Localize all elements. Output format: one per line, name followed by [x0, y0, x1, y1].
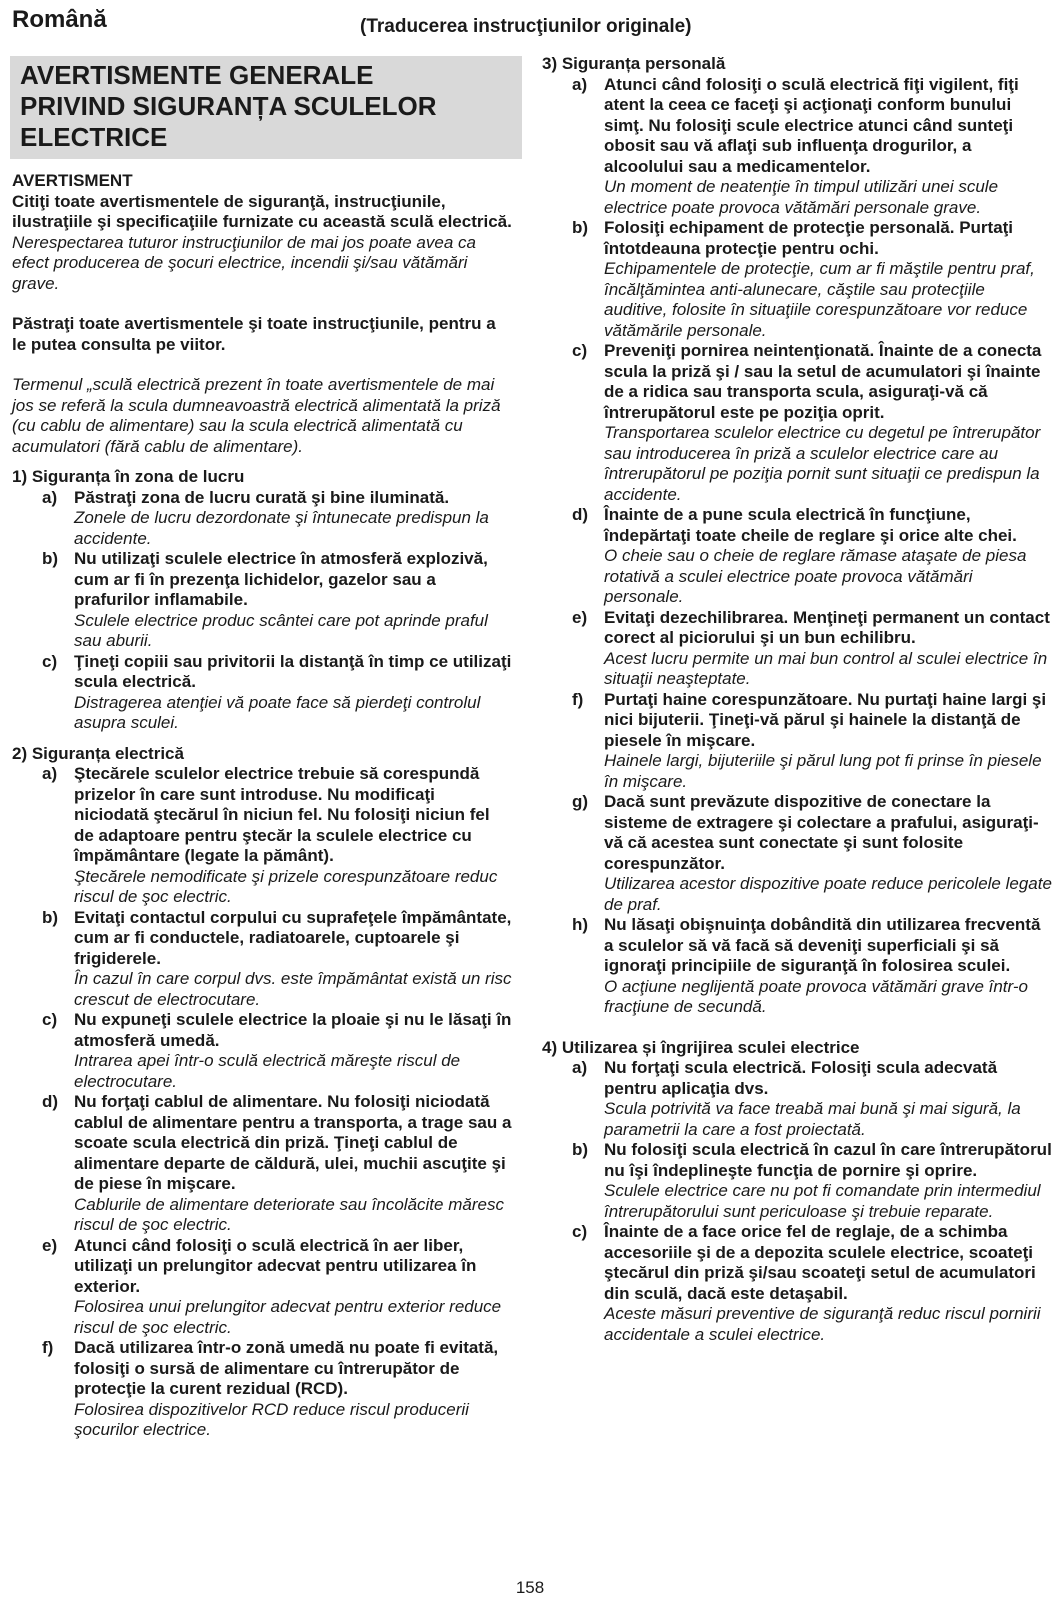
s3-item-c: c) Preveniţi pornirea neintenţionată. Înainte de a conecta scula la priză şi / sau la setul de acumulatori şi înainte de a ridica sau transporta scula, asiguraţi-vă că întrerupătorul este pe poziţia oprit. [572, 341, 1042, 422]
s1-item-c: c) Ţineţi copiii sau privitorii la distanţă în timp ce utilizaţi scula electrică. [42, 651, 512, 691]
s3-note-e: Acest lucru permite un mai bun control al sculei electrice în situaţii neaşteptate. [604, 648, 1048, 688]
s2-note-e: Folosirea unui prelungitor adecvat pentru exterior reduce riscul de şoc electric. [74, 1297, 502, 1337]
s3-item-d: d) Înainte de a pune scula electrică în funcţiune, îndepărtaţi toate cheile de reglare şi orice alte chei. [572, 505, 1017, 545]
s3-item-a: a) Atunci când folosiţi o sculă electrică fiţi vigilent, fiţi atent la ceea ce faceţi şi acţionaţi conform bunului simţ. Nu folosiţi scule electrice atunci când sunteţi obosit sau vă aflaţi sub influenţa drogurilor, a alcoolului sau a medicamentelor. [572, 74, 1019, 176]
s1-item-b: b) Nu utilizaţi sculele electrice în atmosferă explozivă, cum ar fi în prezenţa lichidelor, gazelor sau a prafurilor inflamabile. [42, 549, 488, 609]
translation-note: (Traducerea instrucţiunilor originale) [360, 16, 692, 37]
s3-item-g: g) Dacă sunt prevăzute dispozitive de conectare la sisteme de extragere şi colectare a prafului, asiguraţi-vă că acestea sunt conectate şi sunt folosite corespunzător. [572, 792, 1039, 873]
s2-note-c: Intrarea apei într-o sculă electrică măreşte riscul de electrocutare. [74, 1051, 461, 1091]
s4-item-a: a) Nu forţaţi scula electrică. Folosiţi scula adecvată pentru aplicaţia dvs. [572, 1058, 998, 1098]
safety-banner [10, 56, 522, 159]
s2-note-f: Folosirea dispozitivelor RCD reduce riscul producerii şocurilor electrice. [74, 1399, 469, 1439]
section-4-title: 4) Utilizarea și îngrijirea sculei electrice [542, 1037, 860, 1057]
s2-item-a: a) Ştecărele sculelor electrice trebuie să corespundă prizelor în care sunt introduse. Nu modificaţi niciodată ştecărul în niciun fel. Nu folosiţi niciun fel de adaptoare pentru ştecăr la sculele electrice cu împământare (legate la pământ). [42, 764, 490, 865]
s2-note-b: În cazul în care corpul dvs. este împământat există un risc crescut de electrocutare. [74, 969, 512, 1009]
warning-bold-text: Citiţi toate avertismentele de siguranţă, instrucţiunile, ilustraţiile şi specificaţiile furnizate cu această sculă electrică. [12, 191, 512, 231]
warning-title: AVERTISMENT [12, 171, 133, 190]
s3-note-d: O cheie sau o cheie de reglare rămase ataşate de piesa rotativă a sculei electrice poate provoca vătămări personale. [604, 546, 1027, 606]
s2-item-f: f) Dacă utilizarea într-o zonă umedă nu poate fi evitată, folosiţi o sursă de alimentare cu întrerupător de protecţie la curent rezidual (RCD). [42, 1338, 499, 1398]
s4-note-b: Sculele electrice care nu pot fi comandate prin intermediul întrerupătorului sunt periculoase şi trebuie reparate. [604, 1181, 1041, 1221]
s3-note-c: Transportarea sculelor electrice cu degetul pe întrerupător sau introducerea în priză a sculelor electrice care au întrerupătorul pe poziţia pornit sunt situaţii ce predispun la accidente. [604, 423, 1041, 504]
s2-item-d: d) Nu forţaţi cablul de alimentare. Nu folosiţi niciodată cablul de alimentare pentru a transporta, a trage sau a scoate scula electrică din priză. Ţineţi cablul de alimentare departe de căldură, ulei, muchii ascuţite şi de piese în mişcare. [42, 1092, 512, 1193]
banner-line-2: PRIVIND SIGURANȚA SCULELOR [20, 91, 437, 121]
s2-item-e: e) Atunci când folosiţi o sculă electrică în aer liber, utilizaţi un prelungitor adecvat pentru utilizarea în exterior. [42, 1235, 477, 1296]
section-3-title: 3) Siguranța personală [542, 54, 726, 73]
s3-note-b: Echipamentele de protecţie, cum ar fi măştile pentru praf, încălţămintea anti-alunecare, căştile sau protecţiile auditive, folosite în situaţiile corespunzătoare vor reduce vătămările personale. [604, 259, 1035, 340]
s3-item-e: e) Evitaţi dezechilibrarea. Menţineţi permanent un contact corect al piciorului şi un bun echilibru. [572, 607, 1050, 647]
section-2-title: 2) Siguranța electrică [12, 743, 184, 763]
s3-note-h: O acţiune neglijentă poate provoca vătămări grave într-o fracţiune de secundă. [604, 976, 1028, 1016]
keep-instructions: Păstraţi toate avertismentele şi toate instrucţiunile, pentru a le putea consulta pe viitor. [12, 314, 496, 354]
s4-note-c: Aceste măsuri preventive de siguranţă reduc riscul pornirii accidentale a sculei electrice. [604, 1304, 1041, 1344]
left-column [12, 56, 512, 1441]
s3-item-f: f) Purtaţi haine corespunzătoare. Nu purtaţi haine largi şi nici bijuterii. Ţineţi-vă părul şi hainele la distanţă de piesele în mişcare. [572, 689, 1047, 750]
s1-note-a: Zonele de lucru dezordonate şi întunecate predispun la accidente. [74, 508, 489, 548]
s4-item-b: b) Nu folosiţi scula electrică în cazul în care întrerupătorul nu îşi îndeplineşte funcţia de pornire şi oprire. [572, 1140, 1052, 1180]
s3-item-h: h) Nu lăsaţi obişnuinţa dobândită din utilizarea frecventă a sculelor să vă facă să deveniţi superficiali şi să ignoraţi principiile de siguranţă în folosirea sculei. [572, 915, 1041, 975]
s4-item-c: c) Înainte de a face orice fel de reglaje, de a schimba accesoriile şi de a depozita sculele electrice, scoateţi ştecărul din priză şi/sau scoateţi setul de acumulatori din sculă, dacă este detaşabil. [572, 1222, 1036, 1303]
banner-line-1: AVERTISMENTE GENERALE [20, 60, 374, 90]
s3-item-b: b) Folosiţi echipament de protecţie personală. Purtaţi întotdeauna protecţie pentru ochi. [572, 218, 1014, 258]
s3-note-a: Un moment de neatenţie în timpul utilizări unei scule electrice poate provoca vătămări personale grave. [604, 177, 999, 217]
s1-note-b: Sculele electrice produc scântei care pot aprinde praful sau aburii. [74, 610, 488, 650]
s3-note-f: Hainele largi, bijuteriile şi părul lung pot fi prinse în piesele în mişcare. [604, 751, 1042, 791]
s4-note-a: Scula potrivită va face treabă mai bună şi mai sigură, la parametrii la care a fost proiectată. [604, 1099, 1021, 1139]
page-number: 158 [515, 1578, 545, 1597]
s1-item-a: a) Păstraţi zona de lucru curată şi bine iluminată. [42, 487, 450, 507]
s2-note-a: Ştecărele nemodificate şi prizele corespunzătoare reduc riscul de şoc electric. [74, 866, 498, 906]
banner-line-3: ELECTRICE [20, 122, 168, 152]
s2-note-d: Cablurile de alimentare deteriorate sau încolăcite măresc riscul de şoc electric. [74, 1194, 504, 1234]
section-1-title: 1) Siguranța în zona de lucru [12, 467, 245, 486]
warning-italic-text: Nerespectarea tuturor instrucţiunilor de mai jos poate avea ca efect producerea de şocuri electrice, incendii şi/sau vătămări grave. [12, 232, 476, 293]
language-heading: Română [12, 6, 107, 33]
term-definition: Termenul „sculă electrică prezent în toate avertismentele de mai jos se referă la scula dumneavoastră electrică alimentată la priză (cu cablu de alimentare) sau la scula electrică alimentată cu acumulatori (fără cablu de alimentare). [12, 375, 501, 456]
s2-item-b: b) Evitaţi contactul corpului cu suprafeţele împământate, cum ar fi conductele, radiatoarele, cuptoarele şi frigiderele. [42, 907, 512, 968]
s3-note-g: Utilizarea acestor dispozitive poate reduce pericolele legate de praf. [604, 874, 1052, 914]
s2-item-c: c) Nu expuneţi sculele electrice la ploaie şi nu le lăsaţi în atmosferă umedă. [42, 1010, 512, 1050]
right-column [542, 54, 1052, 1345]
s1-note-c: Distragerea atenţiei vă poate face să pierdeţi controlul asupra sculei. [74, 692, 481, 732]
